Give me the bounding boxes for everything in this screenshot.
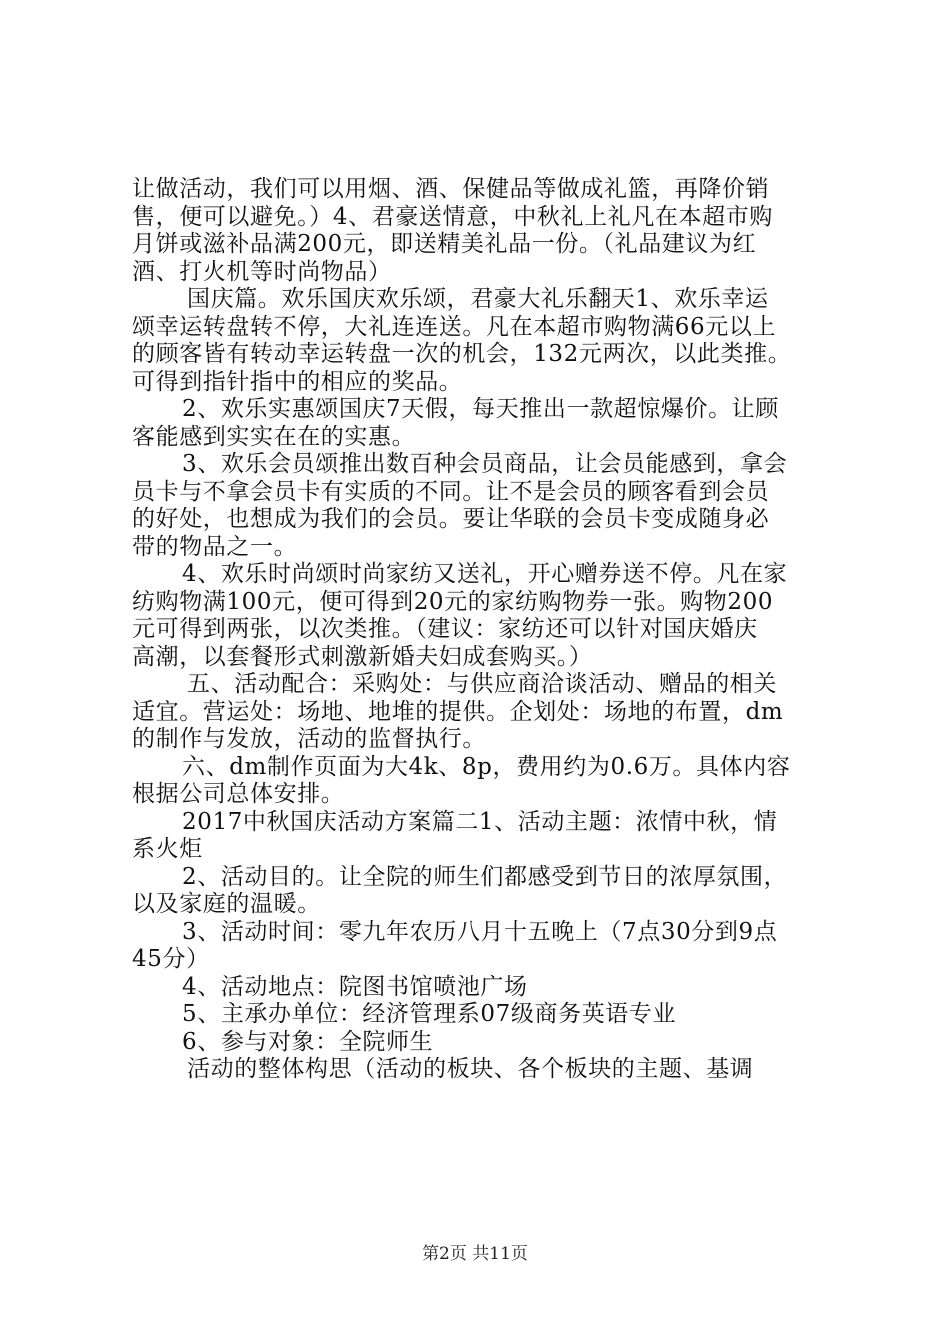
- page-footer: 第2页 共11页: [422, 1244, 528, 1264]
- text-line: 高潮，以套餐形式刺激新婚夫妇成套购买。）: [132, 643, 593, 670]
- text-line: 45分）: [132, 946, 210, 972]
- text-line: 的制作与发放，活动的监督执行。: [132, 726, 486, 752]
- text-line: 员卡与不拿会员卡有实质的不同。让不是会员的顾客看到会员: [132, 478, 770, 505]
- text-line: 国庆篇。欢乐国庆欢乐颂，君豪大礼乐翻天1、欢乐幸运: [187, 286, 769, 312]
- text-line: 系火炬: [132, 836, 203, 862]
- text-line: 售，便可以避免。）4、君豪送情意，中秋礼上礼凡在本超市购: [132, 203, 773, 230]
- text-line: 2、欢乐实惠颂国庆7天假，每天推出一款超惊爆价。让顾: [182, 396, 779, 422]
- text-line: 五、活动配合：采购处：与供应商洽谈活动、赠品的相关: [187, 671, 777, 697]
- text-line: 4、活动地点：院图书馆喷池广场: [182, 973, 528, 1000]
- text-line: 的好处，也想成为我们的会员。要让华联的会员卡变成随身必: [132, 506, 770, 532]
- text-line: 6、参与对象：全院师生: [182, 1028, 434, 1055]
- text-line: 2017中秋国庆活动方案篇二1、活动主题：浓情中秋，情: [182, 808, 778, 835]
- text-line: 的顾客皆有转动幸运转盘一次的机会，132元两次，以此类推。: [132, 341, 792, 367]
- text-line: 可得到指针指中的相应的奖品。: [132, 368, 463, 395]
- text-line: 4、欢乐时尚颂时尚家纺又送礼，开心赠券送不停。凡在家: [182, 561, 788, 587]
- text-line: 5、主承办单位：经济管理系07级商务英语专业: [182, 1001, 677, 1027]
- text-line: 客能感到实实在在的实惠。: [132, 423, 416, 450]
- text-line: 3、欢乐会员颂推出数百种会员商品，让会员能感到，拿会: [182, 451, 788, 477]
- text-line: 根据公司总体安排。: [132, 781, 345, 807]
- text-line: 带的物品之一。: [132, 533, 298, 560]
- text-line: 月饼或滋补品满200元，即送精美礼品一份。（礼品建议为红: [132, 231, 757, 257]
- text-line: 3、活动时间：零九年农历八月十五晚上（7点30分到9点: [182, 918, 778, 945]
- document-body: [132, 176, 832, 1084]
- text-line: 酒、打火机等时尚物品）: [132, 258, 392, 285]
- text-line: 六、dm制作页面为大4k、8p，费用约为0.6万。具体内容: [182, 753, 791, 780]
- text-line: 纺购物满100元，便可得到20元的家纺购物券一张。购物200: [132, 588, 774, 615]
- text-line: 适宜。营运处：场地、地堆的提供。企划处：场地的布置，dm: [132, 698, 784, 725]
- text-line: 颂幸运转盘转不停，大礼连连送。凡在本超市购物满66元以上: [132, 313, 777, 340]
- text-line: 元可得到两张，以次类推。（建议：家纺还可以针对国庆婚庆: [132, 616, 758, 642]
- text-line: 活动的整体构思（活动的板块、各个板块的主题、基调: [187, 1056, 754, 1082]
- text-line: 以及家庭的温暖。: [132, 891, 321, 917]
- text-line: 让做活动，我们可以用烟、酒、保健品等做成礼篮，再降价销: [132, 176, 770, 202]
- text-line: 2、活动目的。让全院的师生们都感受到节日的浓厚氛围，: [182, 863, 788, 890]
